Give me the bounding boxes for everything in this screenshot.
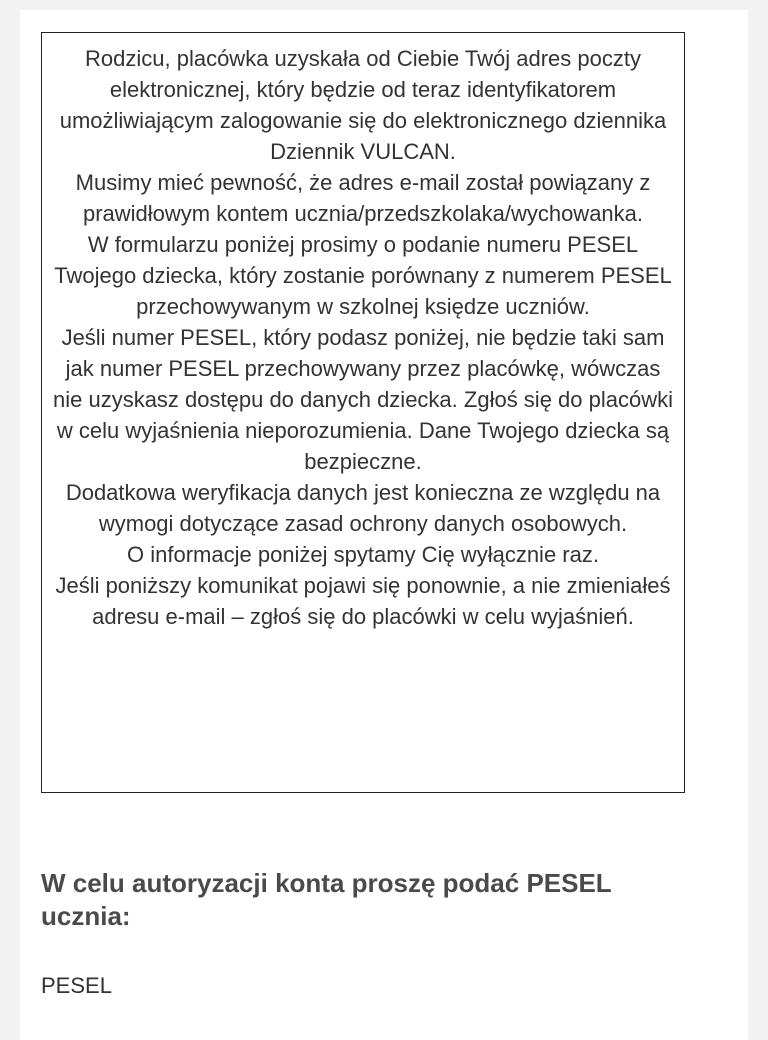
page-top-edge bbox=[0, 0, 768, 10]
info-paragraph-mismatch: Jeśli numer PESEL, który podasz poniżej, nie będzie taki sam jak numer PESEL przechowywany przez placówkę, wówczas nie uzyskasz dostępu do danych dziecka. Zgłoś się do placówki w celu wyjaśnienia nieporozumienia. Dane Twojego dziecka są bezpieczne. bbox=[52, 325, 673, 474]
info-paragraph-repeat: Jeśli poniższy komunikat pojawi się ponownie, a nie zmieniałeś adresu e-mail – zgłoś się do placówki w celu wyjaśnień. bbox=[55, 573, 671, 629]
pesel-field-label: PESEL bbox=[41, 973, 112, 998]
verification-info-box bbox=[41, 32, 685, 793]
info-paragraph-once: O informacje poniżej spytamy Cię wyłącznie raz. bbox=[127, 542, 599, 567]
authorization-heading: W celu autoryzacji konta proszę podać PESEL ucznia: bbox=[41, 868, 612, 931]
info-paragraph-pesel-form: W formularzu poniżej prosimy o podanie numeru PESEL Twojego dziecka, który zostanie porównany z numerem PESEL przechowywanym w szkolnej księdze uczniów. bbox=[54, 232, 672, 319]
info-paragraph-gdpr: Dodatkowa weryfikacja danych jest konieczna ze względu na wymogi dotyczące zasad ochrony danych osobowych. bbox=[65, 480, 661, 536]
info-paragraph-account: Musimy mieć pewność, że adres e-mail został powiązany z prawidłowym kontem ucznia/przedszkolaka/wychowanka. bbox=[75, 170, 651, 226]
info-paragraph-email: Rodzicu, placówka uzyskała od Ciebie Twój adres poczty elektronicznej, który będzie od teraz identyfikatorem umożliwiającym zalogowanie się do elektronicznego dziennika Dziennik VULCAN. bbox=[59, 46, 667, 164]
